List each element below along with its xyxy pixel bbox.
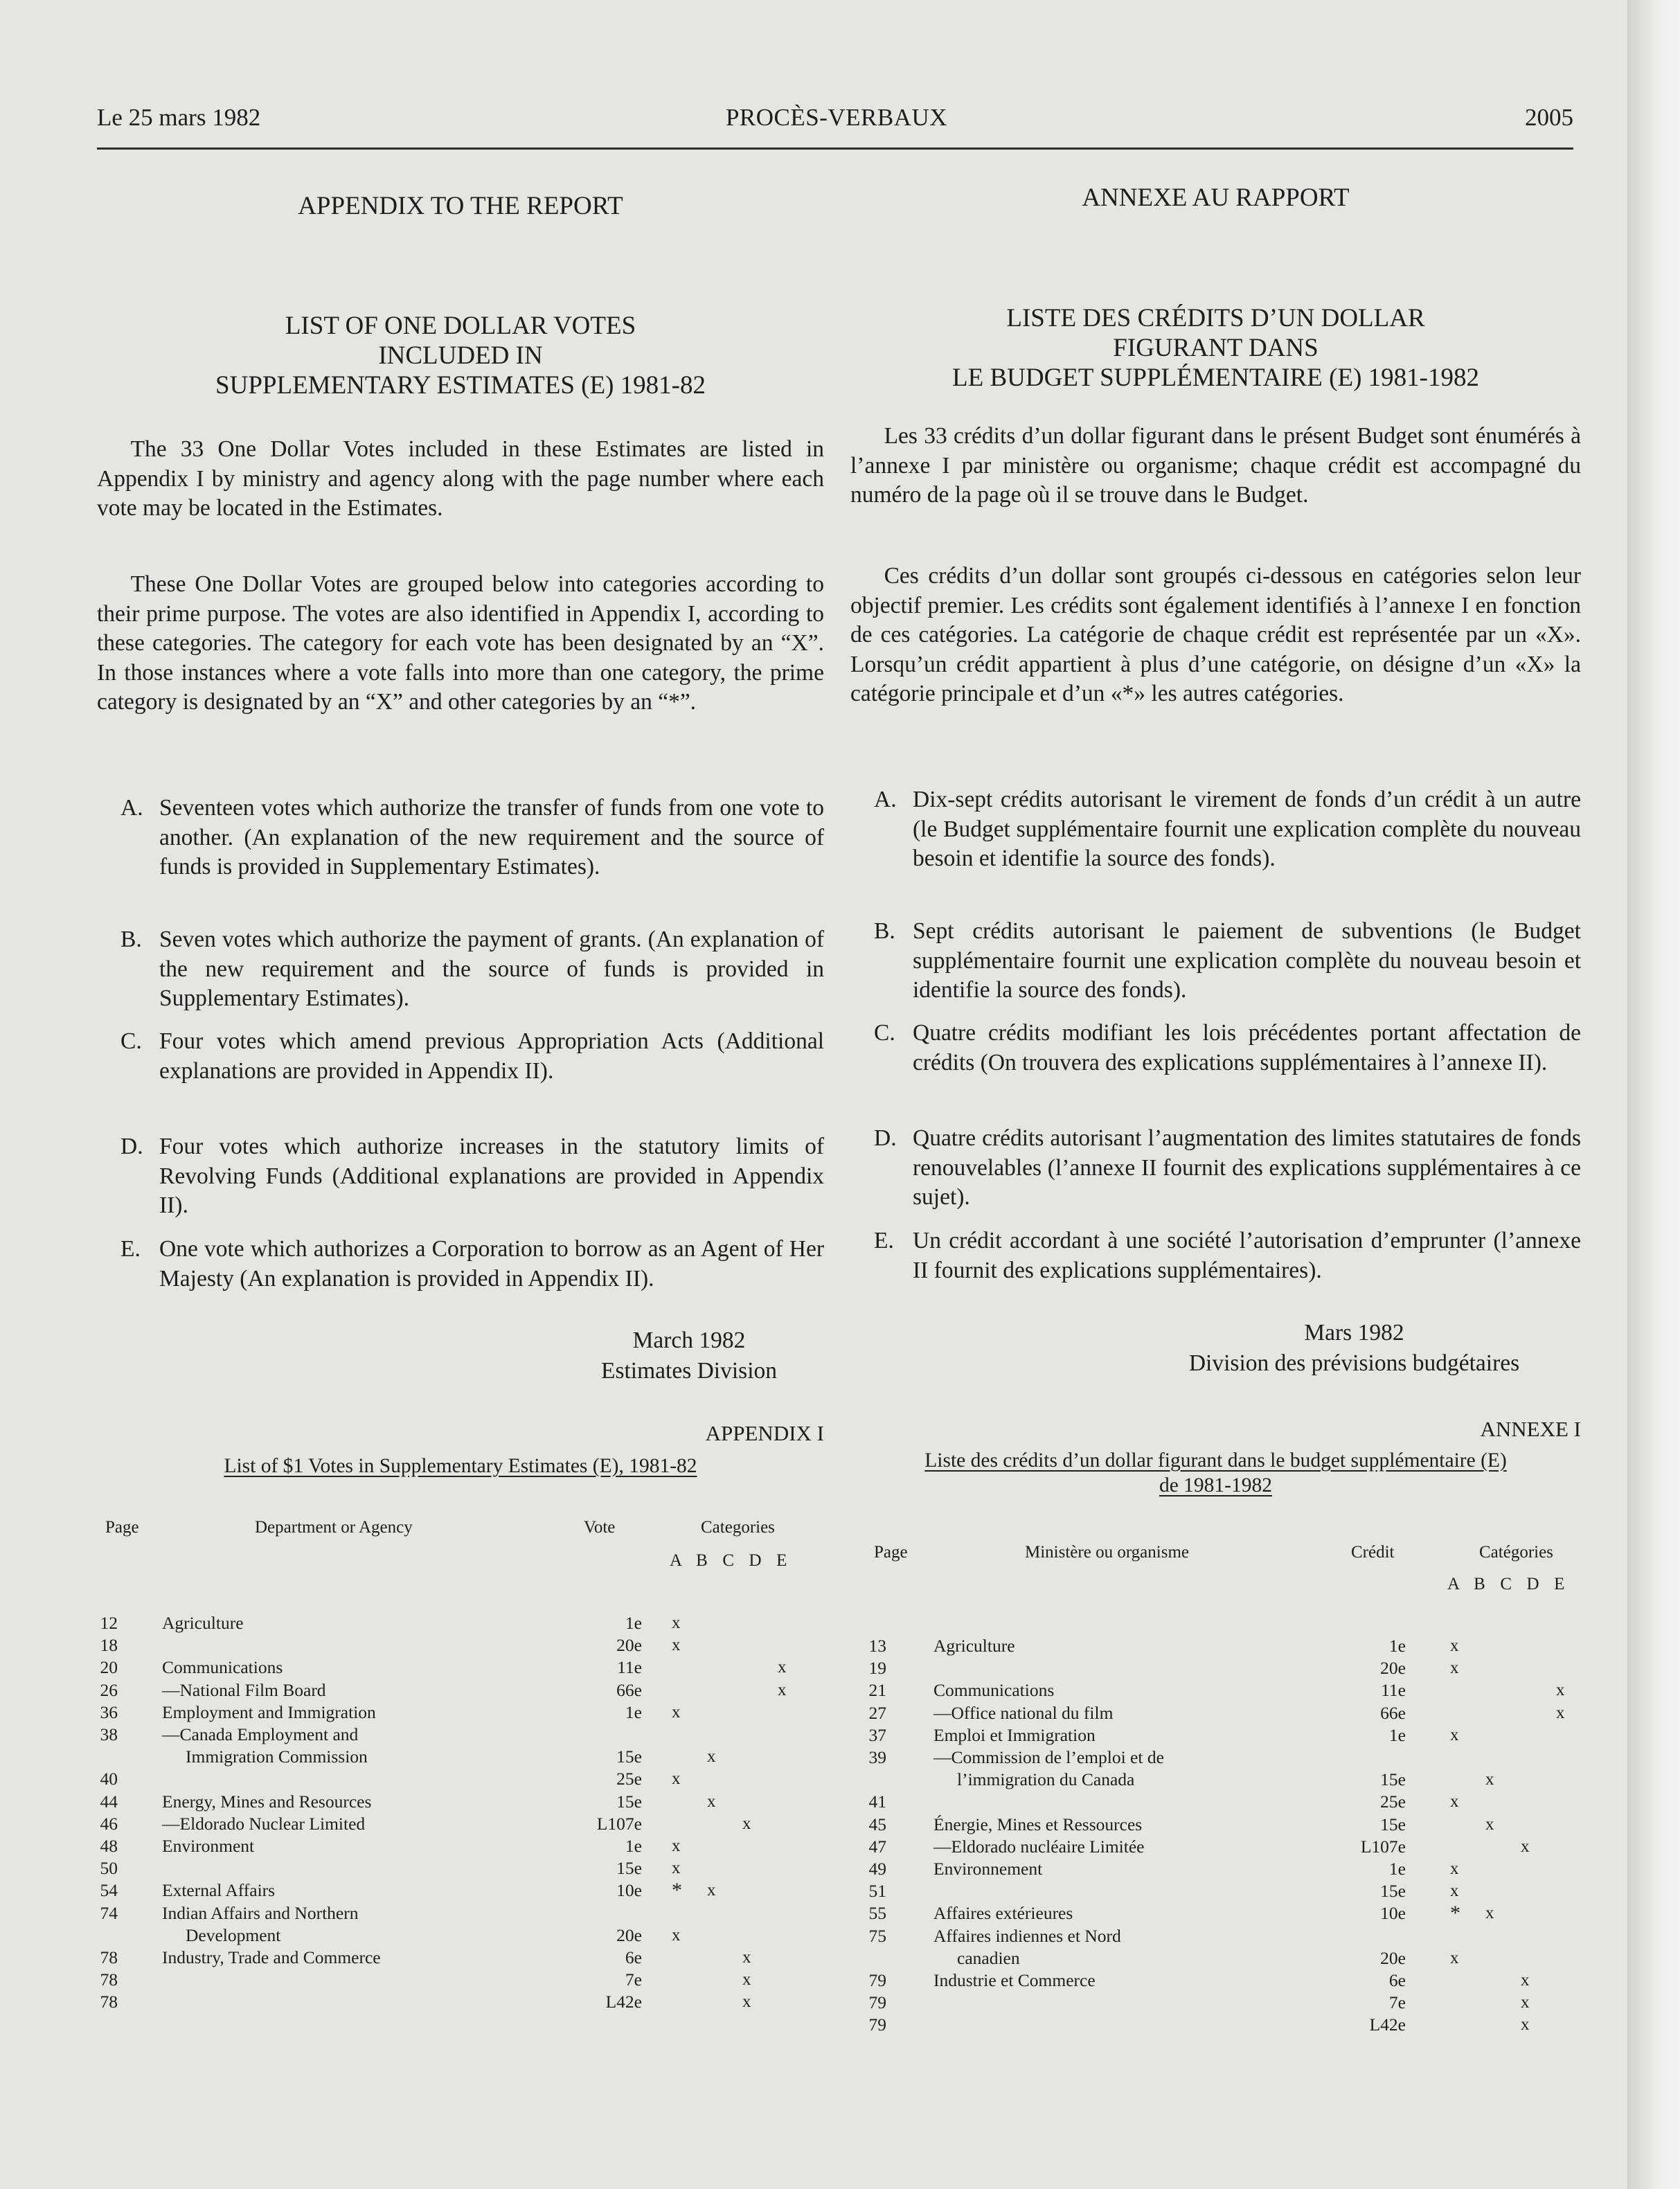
row-page-number: 44 <box>100 1791 118 1812</box>
item-text: Quatre crédits autorisant l’augmentation des limites statutaires de fonds renouvelables (l’annexe II fournit des explications supplémentaires à ce sujet). <box>913 1125 1581 1210</box>
item-text: Seventeen votes which authorize the transfer of funds from one vote to another. (An explanation of the new requirement and the source of funds is provided in Supplementary Estimates). <box>159 795 824 879</box>
appendix-label: APPENDIX I <box>705 1421 824 1445</box>
row-page-number: 40 <box>100 1769 118 1789</box>
col-header-letters: A B C D E <box>670 1551 789 1570</box>
category-mark-b: x <box>707 1747 716 1767</box>
category-mark-a: x <box>672 1614 681 1632</box>
table-row <box>97 1991 824 2013</box>
item-text: Dix-sept crédits autorisant le virement de fonds d’un crédit à un autre (le Budget supplémentaire fournit une explication complète du nouveau besoin et identifie la source des fonds). <box>913 787 1581 871</box>
category-mark-a: x <box>672 1636 681 1655</box>
table-row <box>850 1791 1581 1813</box>
category-mark-a: x <box>1450 1636 1459 1655</box>
item-letter: C. <box>120 1028 142 1054</box>
row-vote: 1e <box>1388 1859 1406 1879</box>
category-paragraph-fr: Ces crédits d’un dollar sont groupés ci-dessous en catégories selon leur objectif premier. Les crédits sont également identifiés à l’annexe I en fonction de ces catégories. La catégorie de chaque crédit est représentée par un «X». Lorsqu’un crédit appartient à plus d’une catégorie, on désigne d’un «X» la catégorie principale et d’un «*» les autres catégories. <box>850 563 1581 706</box>
row-vote: 11e <box>1381 1680 1406 1701</box>
category-mark-a: x <box>1450 1725 1459 1744</box>
row-department: Communications <box>162 1657 283 1678</box>
running-date: Le 25 mars 1982 <box>97 104 261 131</box>
item-letter: A. <box>874 787 897 812</box>
row-page-number: 37 <box>868 1724 886 1745</box>
category-item-c <box>97 1027 824 1086</box>
row-page-number: 78 <box>100 1969 118 1990</box>
row-page-number: 79 <box>868 1992 886 2013</box>
row-department: —Eldorado nucléaire Limitée <box>933 1836 1145 1857</box>
liste-title-line-1: LISTE DES CRÉDITS D’UN DOLLAR <box>1006 304 1425 332</box>
row-vote: 1e <box>625 1836 642 1856</box>
row-page-number: 74 <box>100 1902 118 1923</box>
col-header-page-fr: Page <box>874 1543 908 1562</box>
table-row <box>850 1724 1581 1746</box>
category-mark-b: x <box>707 1881 716 1900</box>
row-page-number: 20 <box>100 1657 118 1678</box>
category-mark-a: x <box>1450 1948 1459 1967</box>
row-vote: L42e <box>1369 2014 1406 2035</box>
signature-date-fr: Mars 1982 <box>1304 1320 1404 1346</box>
category-paragraph: These One Dollar Votes are grouped below into categories according to their prime purpose. The votes are also identified in Appendix I, according to these categories. The category for each vote has been designated by an “X”. In those instances where a vote falls into more than one category, the prime category is designated by an “X” and other categories by an “*”. <box>97 571 824 715</box>
category-mark-b: x <box>1485 1904 1494 1923</box>
row-vote: 20e <box>1380 1658 1406 1679</box>
row-vote: 15e <box>1380 1881 1406 1902</box>
col-header-page: Page <box>105 1518 139 1537</box>
table-row <box>850 1969 1581 1992</box>
item-text: Four votes which authorize increases in the statutory limits of Revolving Funds (Additional explanations are provided in Appendix II). <box>159 1134 824 1218</box>
row-department: Affaires extérieures <box>933 1903 1073 1924</box>
table-title-fr-line-1: Liste des crédits d’un dollar figurant dans le budget supplémentaire (E) <box>924 1449 1507 1472</box>
item-text: Four votes which amend previous Appropriation Acts (Additional explanations are provided in Appendix II). <box>159 1028 824 1084</box>
page-edge <box>1627 0 1680 2189</box>
row-page-number: 36 <box>100 1701 118 1722</box>
row-page-number: 78 <box>100 1992 118 2012</box>
table-title-fr <box>850 1448 1581 1473</box>
row-department: External Affairs <box>162 1880 276 1901</box>
row-page-number: 27 <box>868 1702 886 1723</box>
category-item-a <box>97 794 824 882</box>
col-header-dept-fr: Ministère ou organisme <box>1025 1543 1189 1562</box>
category-mark-c: x <box>1521 1993 1530 2012</box>
category-item-b-fr <box>850 917 1581 1006</box>
category-mark-a: x <box>1450 1792 1459 1812</box>
row-vote: 1e <box>625 1613 642 1633</box>
list-title-line-3: SUPPLEMENTARY ESTIMATES (E) 1981-82 <box>215 371 706 400</box>
row-vote: 20e <box>1380 1947 1406 1968</box>
table-row <box>850 1858 1581 1880</box>
row-department: Environnement <box>933 1859 1043 1879</box>
item-letter: B. <box>874 918 895 944</box>
category-item-d <box>97 1132 824 1221</box>
category-mark-b: x <box>707 1792 716 1811</box>
row-vote: 1e <box>1388 1636 1406 1656</box>
table-row <box>97 1701 824 1724</box>
table-title <box>97 1454 824 1478</box>
col-header-vote-fr: Crédit <box>1351 1543 1395 1562</box>
row-vote: 10e <box>1380 1903 1406 1924</box>
table-row <box>97 1947 824 1969</box>
category-mark-c: x <box>742 1814 751 1833</box>
category-item-b <box>97 925 824 1014</box>
row-page-number: 13 <box>868 1636 886 1656</box>
row-department: Environment <box>162 1836 255 1856</box>
row-department: canadien <box>957 1947 1020 1968</box>
row-department: —National Film Board <box>162 1679 326 1700</box>
table-row <box>97 1879 824 1902</box>
item-letter: C. <box>874 1020 895 1046</box>
running-title: PROCÈS-VERBAUX <box>725 104 948 131</box>
row-vote: L107e <box>596 1813 642 1834</box>
row-vote: 7e <box>625 1969 642 1990</box>
category-mark-c: x <box>742 1992 751 2012</box>
table-row <box>97 1969 824 1991</box>
row-department: —Commission de l’emploi et de <box>933 1747 1164 1767</box>
row-department: Énergie, Mines et Ressources <box>933 1814 1143 1834</box>
liste-title-line-2: FIGURANT DANS <box>1113 334 1319 362</box>
list-title-line-2: INCLUDED IN <box>378 341 543 370</box>
table-row <box>97 1724 824 1746</box>
row-page-number: 41 <box>868 1792 886 1812</box>
row-page-number: 45 <box>868 1814 886 1834</box>
annexe-heading: ANNEXE AU RAPPORT <box>1082 184 1350 212</box>
row-page-number: 48 <box>100 1836 118 1856</box>
signature-division-fr: Division des prévisions budgétaires <box>1188 1350 1520 1376</box>
table-row <box>850 1902 1581 1924</box>
table-row <box>850 1814 1581 1836</box>
row-department: Development <box>186 1924 281 1945</box>
item-text: Quatre crédits modifiant les lois précédentes portant affectation de crédits (On trouvera des explications supplémentaires à l’annexe II). <box>913 1020 1581 1075</box>
row-page-number: 47 <box>868 1836 886 1857</box>
row-vote: 15e <box>1380 1769 1406 1790</box>
col-header-vote: Vote <box>584 1518 616 1537</box>
table-row <box>850 1702 1581 1724</box>
item-text: One vote which authorizes a Corporation to borrow as an Agent of Her Majesty (An explanation is provided in Appendix II). <box>159 1236 824 1292</box>
row-vote: 25e <box>1380 1792 1406 1812</box>
liste-title-line-3: LE BUDGET SUPPLÉMENTAIRE (E) 1981-1982 <box>952 364 1479 392</box>
page-number: 2005 <box>1525 104 1573 131</box>
row-vote: 66e <box>1380 1702 1406 1723</box>
row-vote: 6e <box>625 1947 642 1967</box>
category-mark-a: x <box>672 1769 681 1789</box>
row-page-number: 49 <box>868 1859 886 1879</box>
row-department: Energy, Mines and Resources <box>162 1791 372 1812</box>
row-page-number: 50 <box>100 1858 118 1879</box>
row-page-number: 46 <box>100 1813 118 1834</box>
row-department: Employment and Immigration <box>162 1701 376 1722</box>
table-row <box>97 1634 824 1656</box>
row-department: Communications <box>933 1680 1055 1701</box>
category-mark-c: x <box>742 1948 751 1967</box>
category-mark-a: x <box>672 1859 681 1878</box>
table-row <box>97 1813 824 1835</box>
category-mark-a: x <box>1450 1882 1459 1901</box>
table-row <box>850 1836 1581 1858</box>
row-vote: 11e <box>617 1657 642 1678</box>
category-mark-a: x <box>672 1837 681 1855</box>
category-mark-a: x <box>1450 1859 1459 1878</box>
col-header-categories-fr: Catégories <box>1479 1543 1553 1562</box>
table-row <box>850 1746 1581 1769</box>
signature-date: March 1982 <box>632 1328 746 1353</box>
category-mark-b: x <box>1485 1814 1494 1834</box>
row-page-number: 18 <box>100 1635 118 1656</box>
category-mark-a: x <box>672 1925 681 1945</box>
table-row <box>97 1679 824 1701</box>
category-item-c-fr <box>850 1019 1581 1078</box>
row-page-number: 75 <box>868 1925 886 1946</box>
table-row <box>97 1835 824 1857</box>
table-row <box>97 1924 824 1947</box>
category-mark-a: * <box>672 1879 682 1902</box>
row-vote: 20e <box>616 1924 642 1945</box>
row-vote: 10e <box>616 1880 642 1901</box>
row-page-number: 78 <box>100 1947 118 1967</box>
category-mark-a: * <box>1450 1902 1460 1925</box>
row-page-number: 51 <box>868 1881 886 1902</box>
signature-division: Estimates Division <box>600 1358 778 1384</box>
row-vote: 1e <box>1388 1724 1406 1745</box>
row-page-number: 79 <box>868 1970 886 1990</box>
table-row <box>850 1947 1581 1969</box>
table-row <box>97 1902 824 1924</box>
table-title-fr-line-2: de 1981-1982 <box>1159 1474 1273 1496</box>
category-mark-d: x <box>778 1680 787 1699</box>
category-mark-d: x <box>1556 1703 1565 1722</box>
row-department: —Office national du film <box>933 1702 1114 1723</box>
row-page-number: 79 <box>868 2014 886 2035</box>
category-item-e-fr <box>850 1226 1581 1285</box>
col-header-dept: Department or Agency <box>255 1518 413 1537</box>
row-vote: 15e <box>616 1858 642 1879</box>
row-page-number: 54 <box>100 1880 118 1901</box>
row-department: Emploi et Immigration <box>933 1724 1096 1745</box>
row-vote: 6e <box>1388 1970 1406 1990</box>
table-row <box>850 1880 1581 1902</box>
category-mark-c: x <box>1521 1837 1530 1856</box>
row-department: —Canada Employment and <box>162 1724 359 1744</box>
item-letter: E. <box>120 1236 141 1262</box>
row-vote: 25e <box>616 1769 642 1789</box>
table-title-line-1: List of $1 Votes in Supplementary Estimates (E), 1981-82 <box>224 1455 697 1477</box>
row-department: Industry, Trade and Commerce <box>162 1947 381 1967</box>
row-page-number: 12 <box>100 1613 118 1633</box>
item-letter: E. <box>874 1228 894 1253</box>
table-title-fr-2 <box>850 1473 1581 1498</box>
item-text: Un crédit accordant à une société l’autorisation d’emprunter (l’annexe II fournit des explications supplémentaires). <box>913 1228 1581 1283</box>
row-department: —Eldorado Nuclear Limited <box>162 1813 366 1834</box>
row-page-number: 19 <box>868 1658 886 1679</box>
table-row <box>850 1769 1581 1791</box>
header-rule <box>97 148 1573 150</box>
row-page-number: 39 <box>868 1747 886 1767</box>
row-vote: 1e <box>625 1701 642 1722</box>
intro-paragraph: The 33 One Dollar Votes included in these Estimates are listed in Appendix I by ministry and agency along with the page number where each vote may be located in the Estimates. <box>97 436 824 521</box>
col-header-letters-fr: A B C D E <box>1447 1575 1567 1593</box>
row-vote: L107e <box>1360 1836 1406 1857</box>
table-row <box>97 1612 824 1634</box>
table-row <box>850 1635 1581 1657</box>
row-vote: 15e <box>616 1746 642 1767</box>
row-department: Affaires indiennes et Nord <box>933 1925 1121 1946</box>
table-row <box>850 2014 1581 2036</box>
row-page-number: 26 <box>100 1679 118 1700</box>
table-row <box>97 1857 824 1879</box>
table-row <box>850 1925 1581 1947</box>
table-row <box>850 1992 1581 2014</box>
item-letter: B. <box>120 927 142 952</box>
row-vote: 7e <box>1388 1992 1406 2013</box>
table-row <box>850 1679 1581 1701</box>
intro-paragraph-fr: Les 33 crédits d’un dollar figurant dans le présent Budget sont énumérés à l’annexe I par ministère ou organisme; chaque crédit est accompagné du numéro de la page où il se trouve dans le Budget. <box>850 423 1581 508</box>
row-department: l’immigration du Canada <box>957 1769 1135 1790</box>
category-item-d-fr <box>850 1124 1581 1213</box>
item-text: Sept crédits autorisant le paiement de subventions (le Budget supplémentaire fournit une explication complète du nouveau besoin et identifie la source des fonds). <box>913 918 1581 1003</box>
item-text: Seven votes which authorize the payment of grants. (An explanation of the new requirement and the source of funds is provided in Supplementary Estimates). <box>159 927 824 1011</box>
row-page-number: 55 <box>868 1903 886 1924</box>
category-mark-c: x <box>742 1970 751 1990</box>
row-department: Immigration Commission <box>186 1746 368 1767</box>
category-mark-a: x <box>1450 1659 1459 1678</box>
item-letter: D. <box>874 1125 897 1151</box>
category-mark-d: x <box>778 1658 787 1677</box>
category-mark-c: x <box>1521 1971 1530 1990</box>
table-row <box>97 1746 824 1768</box>
appendix-heading: APPENDIX TO THE REPORT <box>298 192 623 220</box>
table-row <box>850 1657 1581 1679</box>
table-row <box>97 1791 824 1813</box>
category-mark-a: x <box>672 1702 681 1722</box>
category-item-e <box>97 1235 824 1294</box>
row-vote: 15e <box>1380 1814 1406 1834</box>
item-letter: A. <box>120 795 143 821</box>
list-title-line-1: LIST OF ONE DOLLAR VOTES <box>285 312 636 340</box>
table-row <box>97 1656 824 1679</box>
category-item-a-fr <box>850 785 1581 874</box>
row-vote: 15e <box>616 1791 642 1812</box>
annexe-label: ANNEXE I <box>1480 1417 1581 1441</box>
row-department: Agriculture <box>162 1613 244 1633</box>
row-vote: L42e <box>605 1992 642 2012</box>
item-letter: D. <box>120 1134 143 1159</box>
row-vote: 66e <box>616 1679 642 1700</box>
category-mark-c: x <box>1521 2015 1530 2035</box>
row-department: Industrie et Commerce <box>933 1970 1096 1990</box>
category-mark-b: x <box>1485 1770 1494 1789</box>
row-vote: 20e <box>616 1635 642 1656</box>
category-mark-d: x <box>1556 1681 1565 1700</box>
row-department: Agriculture <box>933 1636 1015 1656</box>
col-header-categories: Categories <box>701 1518 775 1537</box>
row-department: Indian Affairs and Northern <box>162 1902 359 1923</box>
row-page-number: 38 <box>100 1724 118 1744</box>
table-row <box>97 1768 824 1790</box>
row-page-number: 21 <box>868 1680 886 1701</box>
